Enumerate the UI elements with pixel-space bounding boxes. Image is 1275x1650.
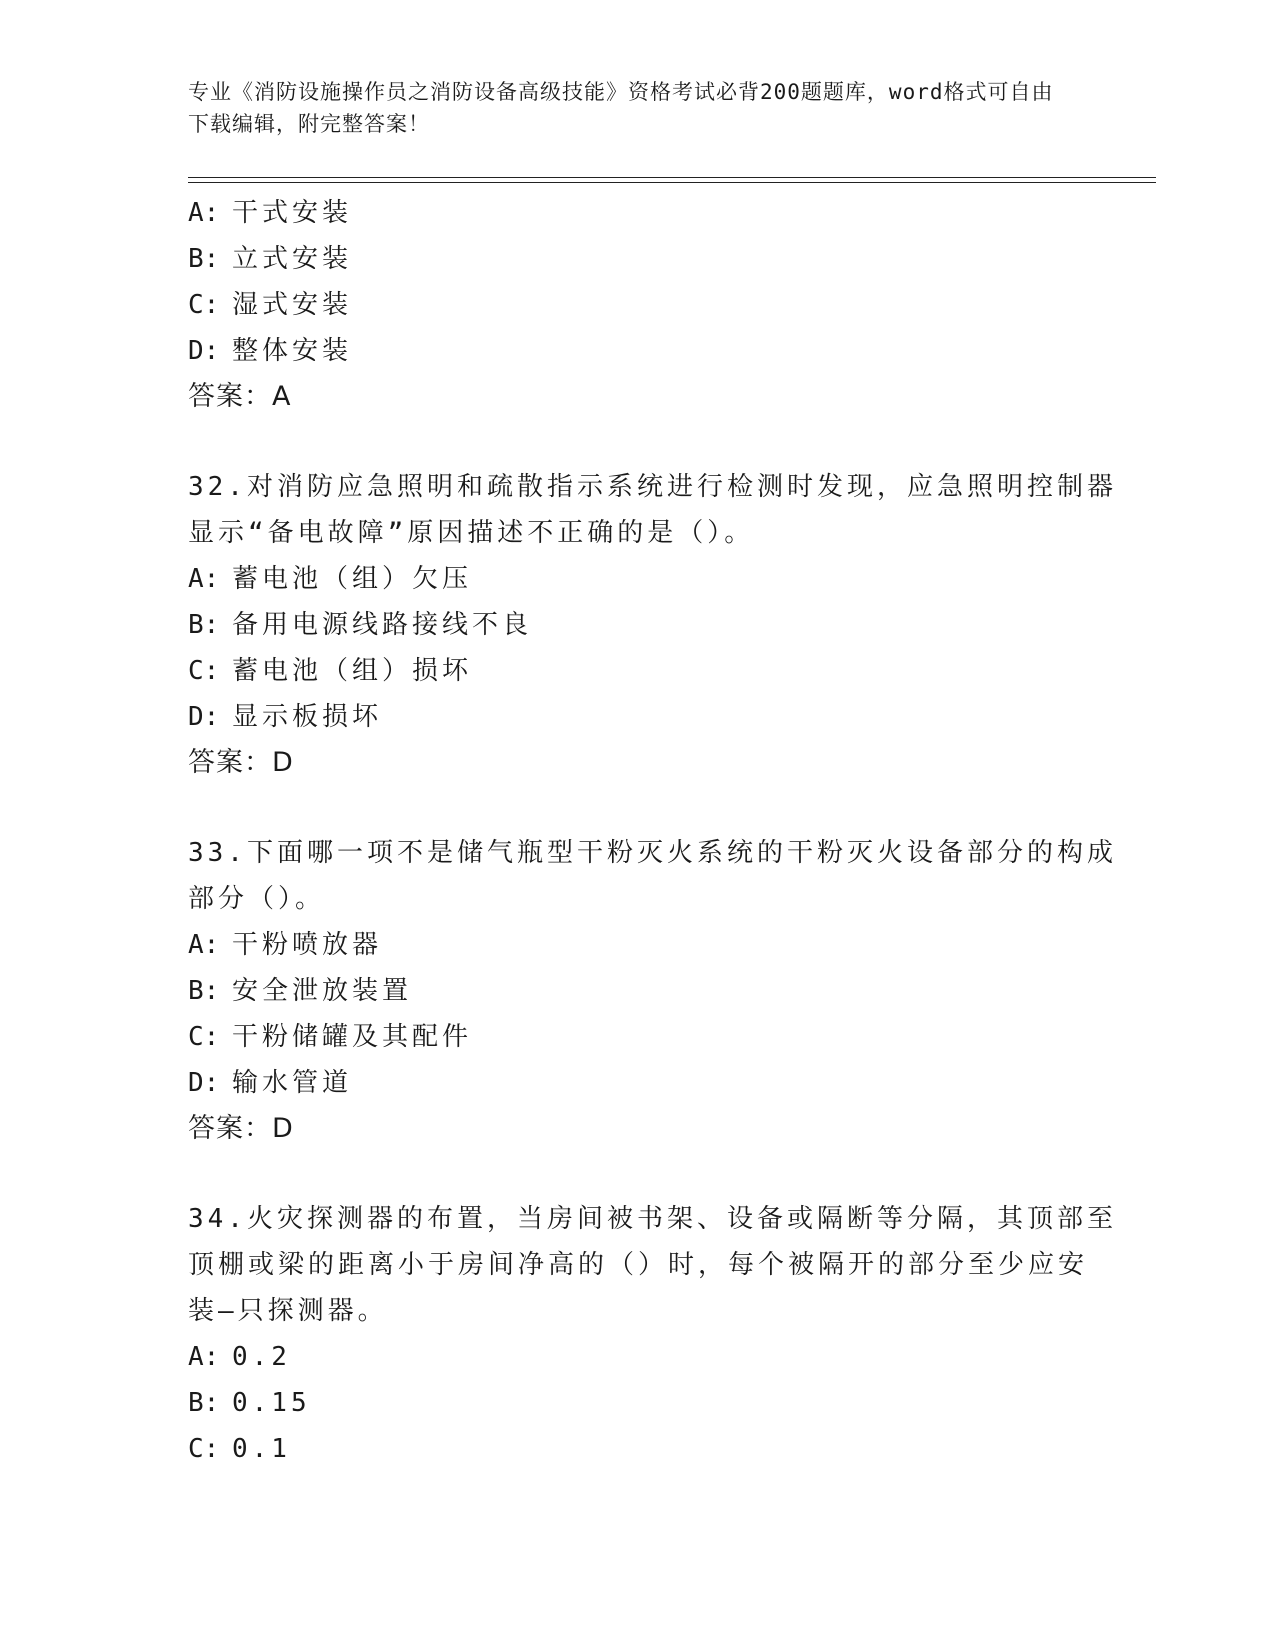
option-b xyxy=(188,1380,1088,1426)
option-letter: A: xyxy=(188,198,220,228)
option-text: 蓄电池（组）损坏 xyxy=(232,656,473,686)
option-d xyxy=(188,328,1088,374)
option-letter: C: xyxy=(188,290,220,320)
header-divider-top xyxy=(188,177,1156,178)
question-stem: 顶棚或梁的距离小于房间净高的（）时，每个被隔开的部分至少应安 xyxy=(188,1250,1089,1280)
option-b xyxy=(188,236,1088,282)
option-letter: D: xyxy=(188,336,220,366)
option-text: 干粉储罐及其配件 xyxy=(232,1022,473,1052)
option-c xyxy=(188,1426,1088,1472)
option-letter: C: xyxy=(188,656,220,686)
option-text: 0.15 xyxy=(232,1388,311,1418)
option-text: 0.2 xyxy=(232,1342,291,1372)
option-a xyxy=(188,556,1088,602)
option-letter: B: xyxy=(188,976,220,1006)
option-text: 干粉喷放器 xyxy=(232,930,383,960)
answer-line: 答案：D xyxy=(188,1113,294,1144)
option-letter: A: xyxy=(188,930,220,960)
option-text: 安全泄放装置 xyxy=(232,976,413,1006)
option-text: 湿式安装 xyxy=(232,290,353,320)
question-stem: 显示“备电故障”原因描述不正确的是（）。 xyxy=(188,518,755,548)
option-c xyxy=(188,648,1088,694)
question-32 xyxy=(188,464,1117,786)
option-b xyxy=(188,968,1088,1014)
document-header: 专业《消防设施操作员之消防设备高级技能》资格考试必背200题题库，word格式可自由下载编辑，附完整答案！ xyxy=(188,80,1054,136)
question-34 xyxy=(188,1196,1117,1472)
option-a xyxy=(188,190,1088,236)
header-divider-bottom xyxy=(188,182,1156,183)
question-list xyxy=(188,190,1117,1472)
option-letter: D: xyxy=(188,702,220,732)
option-d xyxy=(188,1060,1088,1106)
answer-line: 答案：D xyxy=(188,747,294,778)
option-letter: A: xyxy=(188,564,220,594)
option-letter: B: xyxy=(188,244,220,274)
option-letter: B: xyxy=(188,610,220,640)
option-letter: A: xyxy=(188,1342,220,1372)
question-stem: 32.对消防应急照明和疏散指示系统进行检测时发现，应急照明控制器 xyxy=(188,472,1117,502)
option-text: 0.1 xyxy=(232,1434,291,1464)
option-letter: C: xyxy=(188,1434,220,1464)
option-a xyxy=(188,922,1088,968)
option-text: 干式安装 xyxy=(232,198,353,228)
option-letter: B: xyxy=(188,1388,220,1418)
option-c xyxy=(188,282,1088,328)
question-stem: 33.下面哪一项不是储气瓶型干粉灭火系统的干粉灭火设备部分的构成 xyxy=(188,838,1117,868)
option-letter: C: xyxy=(188,1022,220,1052)
spacer xyxy=(188,1152,1088,1196)
option-c xyxy=(188,1014,1088,1060)
option-text: 输水管道 xyxy=(232,1068,353,1098)
question-stem: 34.火灾探测器的布置，当房间被书架、设备或隔断等分隔，其顶部至 xyxy=(188,1204,1117,1234)
option-text: 蓄电池（组）欠压 xyxy=(232,564,473,594)
option-text: 显示板损坏 xyxy=(232,702,383,732)
option-b xyxy=(188,602,1088,648)
option-text: 整体安装 xyxy=(232,336,353,366)
question-stem: 部分（）。 xyxy=(188,884,326,914)
option-text: 立式安装 xyxy=(232,244,353,274)
option-letter: D: xyxy=(188,1068,220,1098)
spacer xyxy=(188,420,1088,464)
question-33 xyxy=(188,830,1117,1152)
question-31 xyxy=(188,190,1088,420)
option-a xyxy=(188,1334,1088,1380)
option-text: 备用电源线路接线不良 xyxy=(232,610,533,640)
question-stem: 装—只探测器。 xyxy=(188,1296,388,1326)
answer-line: 答案：A xyxy=(188,381,292,412)
spacer xyxy=(188,786,1088,830)
option-d xyxy=(188,694,1088,740)
